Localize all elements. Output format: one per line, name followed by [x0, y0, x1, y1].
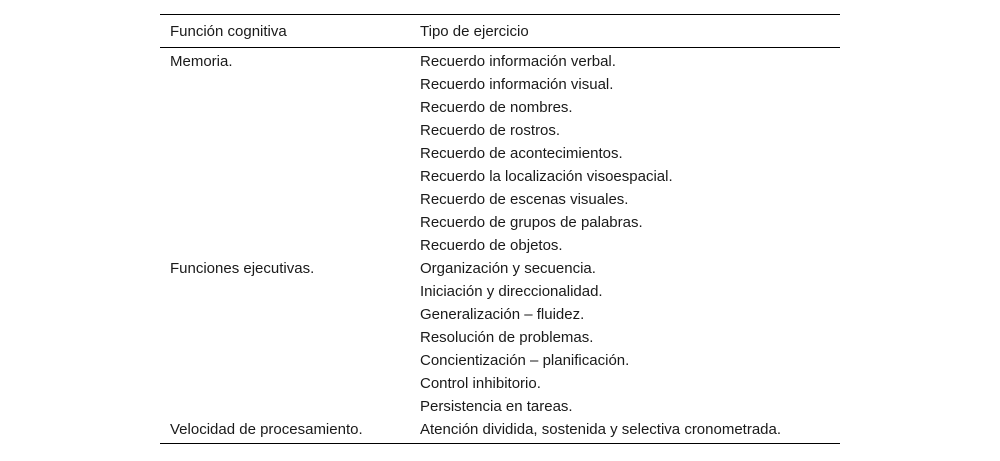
cell-funcion-cognitiva: Funciones ejecutivas. — [170, 260, 315, 277]
table-row — [160, 73, 840, 96]
cell-funcion-cognitiva — [160, 372, 410, 395]
table-row — [160, 349, 840, 372]
table-row — [160, 280, 840, 303]
cell-tipo-ejercicio: Organización y secuencia. — [420, 260, 596, 277]
cell-funcion-cognitiva — [160, 211, 410, 234]
cell-tipo-ejercicio: Recuerdo la localización visoespacial. — [420, 168, 673, 185]
column-header-funcion: Función cognitiva — [170, 22, 287, 40]
cell-tipo-ejercicio: Recuerdo de acontecimientos. — [420, 145, 623, 162]
cognitive-exercises-table — [160, 14, 840, 444]
table-row — [160, 372, 840, 395]
column-header-ejercicio: Tipo de ejercicio — [420, 22, 529, 40]
table-row — [160, 326, 840, 349]
cell-tipo-ejercicio: Concientización – planificación. — [420, 352, 630, 369]
table-row — [160, 234, 840, 257]
table-row — [160, 142, 840, 165]
table-row — [160, 395, 840, 418]
cell-tipo-ejercicio: Control inhibitorio. — [420, 375, 541, 392]
cell-funcion-cognitiva — [160, 119, 410, 142]
cell-funcion-cognitiva — [160, 96, 410, 119]
cell-funcion-cognitiva — [160, 303, 410, 326]
cell-tipo-ejercicio: Persistencia en tareas. — [420, 398, 573, 415]
cell-tipo-ejercicio: Atención dividida, sostenida y selectiva cronometrada. — [420, 421, 782, 438]
cell-funcion-cognitiva — [160, 395, 410, 418]
cell-funcion-cognitiva: Velocidad de procesamiento. — [170, 421, 363, 438]
cell-tipo-ejercicio: Recuerdo de rostros. — [420, 122, 561, 139]
cell-tipo-ejercicio: Recuerdo de grupos de palabras. — [420, 214, 643, 231]
cell-funcion-cognitiva — [160, 165, 410, 188]
cell-funcion-cognitiva — [160, 326, 410, 349]
cell-funcion-cognitiva — [160, 234, 410, 257]
cell-funcion-cognitiva — [160, 188, 410, 211]
header-row — [160, 15, 840, 48]
cell-funcion-cognitiva — [160, 280, 410, 303]
cell-tipo-ejercicio: Generalización – fluidez. — [420, 306, 585, 323]
table-body — [160, 48, 840, 444]
cell-funcion-cognitiva — [160, 142, 410, 165]
table-row — [160, 303, 840, 326]
cell-tipo-ejercicio: Recuerdo información visual. — [420, 76, 614, 93]
table-row — [160, 96, 840, 119]
cell-tipo-ejercicio: Iniciación y direccionalidad. — [420, 283, 603, 300]
cell-funcion-cognitiva — [160, 349, 410, 372]
table-row — [160, 188, 840, 211]
cell-tipo-ejercicio: Resolución de problemas. — [420, 329, 594, 346]
table-row — [160, 48, 840, 74]
cell-funcion-cognitiva — [160, 73, 410, 96]
cell-tipo-ejercicio: Recuerdo de nombres. — [420, 99, 573, 116]
table-row — [160, 257, 840, 280]
cell-tipo-ejercicio: Recuerdo de objetos. — [420, 237, 563, 254]
table-header — [160, 15, 840, 48]
cell-funcion-cognitiva: Memoria. — [170, 53, 233, 70]
cell-tipo-ejercicio: Recuerdo información verbal. — [420, 53, 616, 70]
table-row — [160, 165, 840, 188]
table-row — [160, 418, 840, 444]
table-row — [160, 211, 840, 234]
table-row — [160, 119, 840, 142]
cell-tipo-ejercicio: Recuerdo de escenas visuales. — [420, 191, 629, 208]
